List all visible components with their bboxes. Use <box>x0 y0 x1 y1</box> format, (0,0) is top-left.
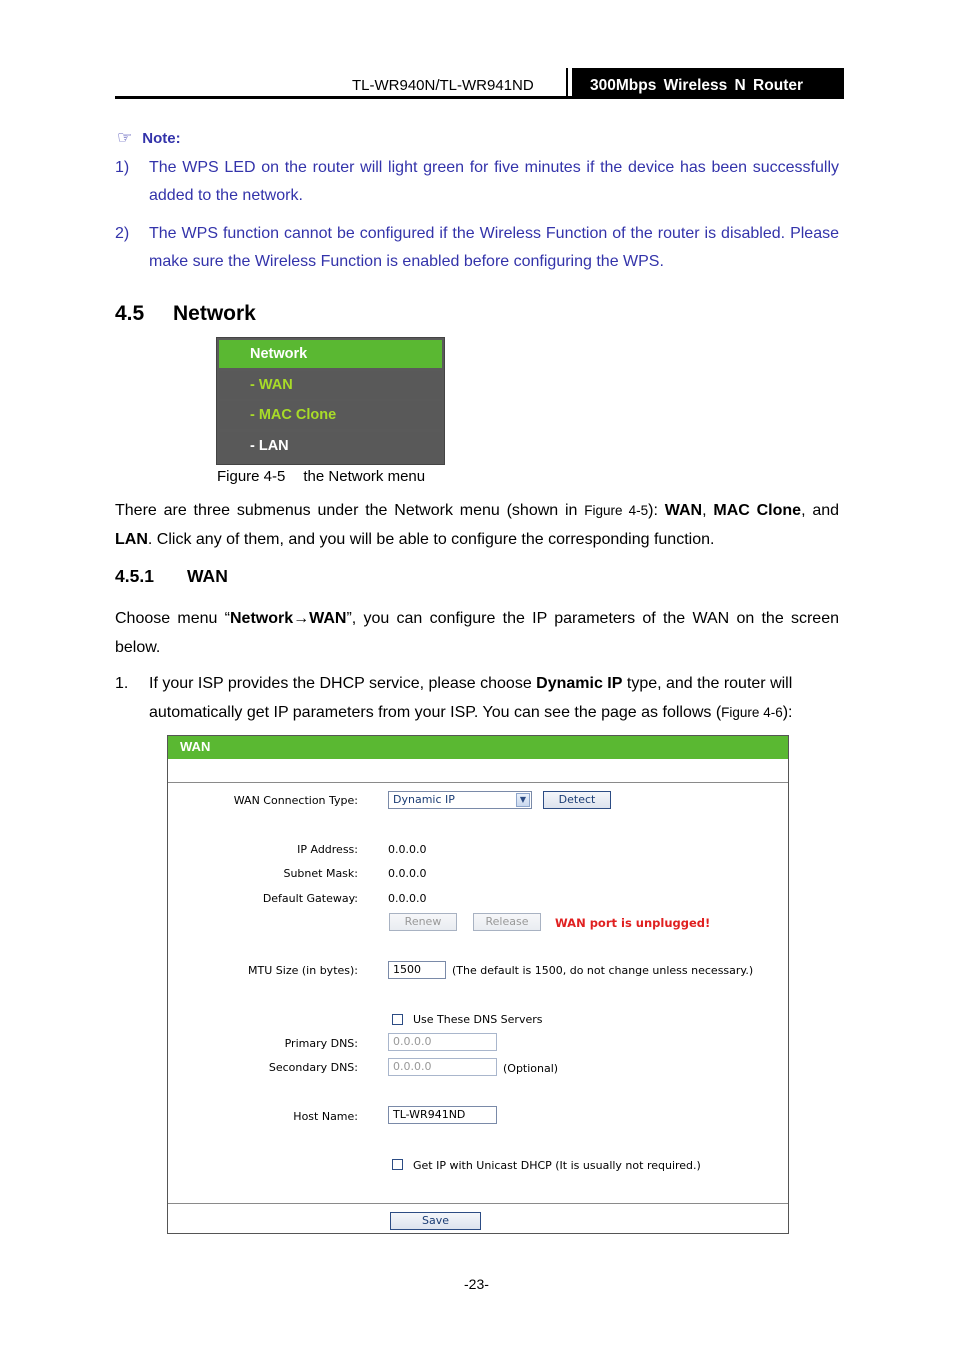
page-number: -23- <box>464 1276 489 1292</box>
network-menu-header[interactable]: Network <box>219 340 442 368</box>
detect-button[interactable]: Detect <box>543 791 611 809</box>
network-menu-item-lan[interactable]: - LAN <box>219 432 442 460</box>
panel-divider <box>168 782 788 783</box>
note-heading <box>117 128 181 148</box>
mtu-hint: (The default is 1500, do not change unless necessary.) <box>452 964 754 977</box>
unicast-dhcp-checkbox[interactable] <box>392 1159 403 1170</box>
wan-connection-type-label: WAN Connection Type: <box>233 794 358 807</box>
wan-connection-type-value: Dynamic IP <box>393 793 455 806</box>
choose-menu-paragraph: Choose menu “Network→WAN”, you can configure the IP parameters of the WAN on the screen below. <box>115 610 840 656</box>
mtu-size-input[interactable]: 1500 <box>388 961 446 979</box>
host-name-input[interactable]: TL-WR941ND <box>388 1106 497 1124</box>
wan-connection-type-select[interactable] <box>388 791 532 809</box>
pointing-hand-icon: ☞ <box>117 128 133 147</box>
use-dns-servers-checkbox[interactable] <box>392 1014 403 1025</box>
intro-paragraph: There are three submenus under the Network menu (shown in Figure 4-5): WAN, MAC Clone, and LAN. Click any of them, and you will be able to configure the corresponding function. <box>115 502 840 548</box>
use-dns-servers-label: Use These DNS Servers <box>413 1013 543 1026</box>
network-menu-item-wan[interactable]: - WAN <box>219 371 442 399</box>
release-button[interactable]: Release <box>473 913 541 931</box>
subnet-mask-label: Subnet Mask: <box>283 867 358 880</box>
ip-address-label: IP Address: <box>297 843 358 856</box>
note-item-text: The WPS LED on the router will light green for five minutes if the device has been successfully added to the network. <box>149 159 839 204</box>
header-model: TL-WR940N/TL-WR941ND <box>352 77 534 94</box>
subnet-mask-value: 0.0.0.0 <box>388 867 427 880</box>
wan-panel-title: WAN <box>168 736 788 759</box>
figure-number: Figure 4-5 <box>217 468 286 485</box>
default-gateway-value: 0.0.0.0 <box>388 892 427 905</box>
header-rule <box>115 96 844 99</box>
network-menu <box>216 337 445 465</box>
host-name-label: Host Name: <box>293 1110 358 1123</box>
list-item-text: If your ISP provides the DHCP service, please choose Dynamic IP type, and the router will automatically get IP parameters from your ISP. You can see the page as follows (Figure 4-6): <box>149 675 793 721</box>
secondary-dns-input[interactable]: 0.0.0.0 <box>388 1058 497 1076</box>
ip-address-value: 0.0.0.0 <box>388 843 427 856</box>
panel-divider <box>168 1203 788 1204</box>
figure-caption <box>217 468 425 485</box>
list-item-number: 1. <box>115 675 129 692</box>
note-label: Note: <box>142 130 181 147</box>
subsection-number: 4.5.1 <box>115 566 154 586</box>
section-number: 4.5 <box>115 302 145 325</box>
optional-hint: (Optional) <box>503 1062 559 1075</box>
section-title: Network <box>173 302 256 325</box>
header-box-divider <box>568 68 572 98</box>
note-item-number: 2) <box>115 225 130 242</box>
note-item-text: The WPS function cannot be configured if the Wireless Function of the router is disabled. Please make sure the Wireless Function is enabled before configuring the WPS. <box>149 225 839 270</box>
note-item-number: 1) <box>115 159 130 176</box>
wan-settings-panel <box>167 735 789 1234</box>
default-gateway-label: Default Gateway: <box>262 892 358 905</box>
section-heading <box>115 302 256 326</box>
mtu-size-label: MTU Size (in bytes): <box>248 964 358 977</box>
save-button[interactable]: Save <box>390 1212 481 1230</box>
wan-unplugged-warning: WAN port is unplugged! <box>555 916 711 930</box>
primary-dns-label: Primary DNS: <box>284 1037 358 1050</box>
figure-caption-text: the Network menu <box>303 468 426 485</box>
network-menu-item-mac-clone[interactable]: - MAC Clone <box>219 401 442 429</box>
subsection-heading <box>115 566 228 587</box>
header-title: 300Mbps Wireless N Router <box>590 77 804 94</box>
primary-dns-input[interactable]: 0.0.0.0 <box>388 1033 497 1051</box>
unicast-dhcp-label: Get IP with Unicast DHCP (It is usually not required.) <box>413 1159 701 1172</box>
secondary-dns-label: Secondary DNS: <box>268 1061 358 1074</box>
renew-button[interactable]: Renew <box>389 913 457 931</box>
chevron-down-icon[interactable]: ▼ <box>516 793 530 807</box>
subsection-title: WAN <box>187 566 228 586</box>
